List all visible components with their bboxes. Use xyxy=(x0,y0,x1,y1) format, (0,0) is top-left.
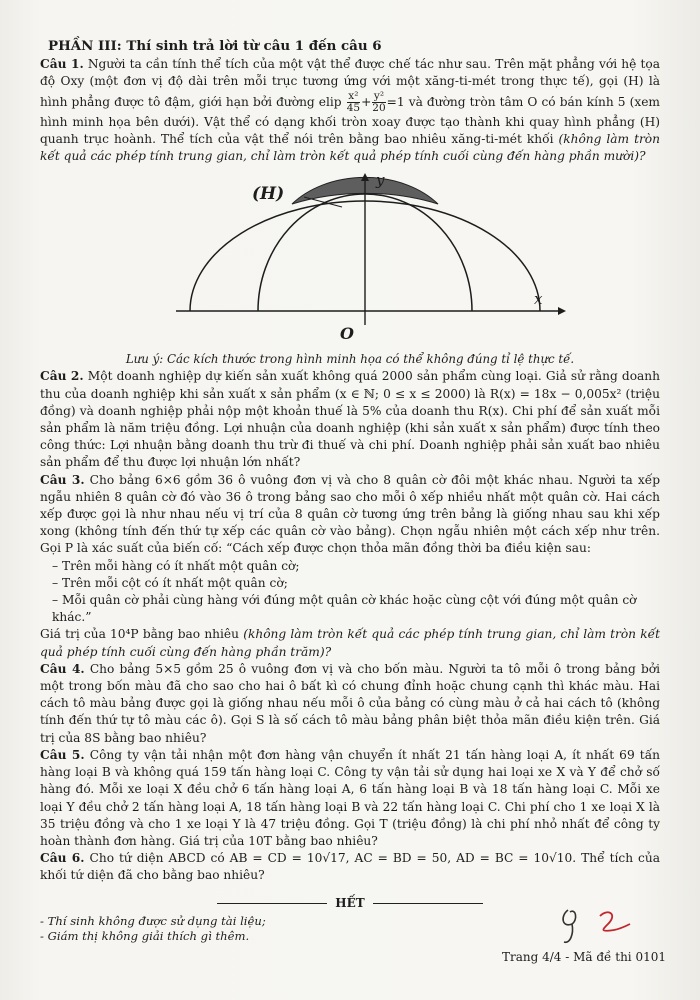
condition-1: – Trên mỗi hàng có ít nhất một quân cờ; xyxy=(52,558,300,573)
condition-2: – Trên mỗi cột có ít nhất một quân cờ; xyxy=(52,575,288,590)
question-3-label: Câu 3. xyxy=(40,472,85,487)
question-5-label: Câu 5. xyxy=(40,747,85,762)
x-axis-arrow xyxy=(558,307,566,315)
page-footer: Trang 4/4 - Mã đề thi 0101 xyxy=(502,949,666,964)
note-2: - Giám thị không giải thích gì thêm. xyxy=(40,928,250,943)
end-text: HẾT xyxy=(335,895,365,910)
figure-note: Lưu ý: Các kích thước trong hình minh họa có thể không đúng tỉ lệ thực tế. xyxy=(125,352,575,367)
condition-3: – Mỗi quân cờ phải cùng hàng với đúng một quân cờ khác hoặc cùng cột với đúng một quân cờ khác.” xyxy=(52,593,637,625)
question-3-tail-text: Giá trị của 10⁴P bằng bao nhiêu xyxy=(40,627,239,642)
section-heading: PHẦN III: Thí sinh trả lời từ câu 1 đến câu 6 xyxy=(48,38,382,54)
question-1-text-a: Người ta cần tính thể tích của một vật thể được chế tác như sau. Trên mặt phẳng với hệ tọa độ Oxy (một đơn vị độ dài trên mỗi trục tương ứng với một xăng-ti-mét trong thực tế), gọi (H) là hình phẳng được tô đậm, giới hạn bởi đường elip xyxy=(40,57,660,109)
equation-tail: =1 xyxy=(386,94,405,109)
label-o: O xyxy=(340,324,354,344)
question-1-label: Câu 1. xyxy=(40,57,84,72)
question-4-text: Cho bảng 5×5 gồm 25 ô vuông đơn vị và cho bốn màu. Người ta tô mỗi ô trong bảng bởi một trong bốn màu đã cho sao cho hai ô bất kì có chung đỉnh hoặc chung cạnh thì khác màu. Hai cách tô màu bảng được gọi là giống nhau nếu mỗi ô của bảng có cùng màu ở cả hai cách tô (không tính đến thứ tự tô màu các ô). Gọi S là số cách tô màu bảng phân biệt thỏa mãn điều kiện trên. Giá trị của 8S bằng bao nhiêu? xyxy=(40,661,660,745)
question-3 xyxy=(40,472,660,558)
question-2-text: Một doanh nghiệp dự kiến sản xuất không quá 2000 sản phẩm cùng loại. Giả sử rằng doanh thu của doanh nghiệp khi sản xuất x sản phẩm (x ∈ ℕ; 0 ≤ x ≤ 2000) là R(x) = 18x − 0,005x² (triệu đồng) và doanh nghiệp phải nộp một khoản thuế là 5% của doanh thu R(x). Chi phí để sản xuất mỗi sản phẩm là năm triệu đồng. Lợi nhuận của doanh nghiệp (khi sản xuất x sản phẩm) được tính theo công thức: Lợi nhuận bằng doanh thu trừ đi thuế và chi phí. Doanh nghiệp phải sản xuất bao nhiêu sản phẩm để thu được lợi nhuận lớn nhất? xyxy=(40,369,661,470)
ellipse-circle-figure xyxy=(40,171,660,347)
label-h: (H) xyxy=(252,184,285,205)
question-1: Câu 1. Người ta cần tính thể tích của một vật thể được chế tác như sau. Trên mặt phẳng với hệ tọa độ Oxy (một đơn vị độ dài trên mỗi trục tương ứng với một xăng-ti-mét trong thực tế), gọi (H) là hình phẳng được tô đậm, giới hạn bởi đường elip $\frac{\text{x²}}{45}$ + $\frac{\text{y²}}{20}$ =1 và đường tròn tâm O có bán kính 5 (xem hình minh họa bên dưới). Vật thể có dạng khối tròn xoay được tạo thành khi quay hình phẳng (H) quanh trục hoành. Thể tích của vật thể nói trên bằng bao nhiêu xăng-ti-mét khối (không làm tròn kết quả các phép tính trung gian, chỉ làm tròn kết quả phép tính cuối cùng đến hàng phần mười)? xyxy=(40,57,660,164)
question-1-italic: (không làm tròn kết quả các phép tính trung gian, chỉ làm tròn kết quả phép tính cuối cùng đến hàng phần mười)? xyxy=(40,131,660,164)
question-5 xyxy=(40,747,660,850)
end-dash-right xyxy=(373,903,483,904)
fraction-x: $\frac{\text{x²}}{45}$ xyxy=(346,89,361,114)
question-1-text-b: và đường tròn tâm O có bán kính 5 (xem hình minh họa bên dưới). Vật thể có dạng khối tròn xoay được tạo thành khi quay hình phẳng (H) quanh trục hoành. Thể tích của vật thể nói trên bằng bao nhiêu xăng-ti-mét khối xyxy=(40,94,660,146)
question-5-text: Công ty vận tải nhận một đơn hàng vận chuyển ít nhất 21 tấn hàng loại A, ít nhất 69 tấn hàng loại B và không quá 159 tấn hàng loại C. Công ty vận tải sử dụng hai loại xe X và Y để chở số hàng đó. Mỗi xe loại X đều chở 6 tấn hàng loại A, 6 tấn hàng loại B và 18 tấn hàng loại C. Mỗi xe loại Y đều chở 2 tấn hàng loại A, 18 tấn hàng loại B và 22 tấn hàng loại C. Chi phí cho 1 xe loại X là 35 triệu đồng và cho 1 xe loại Y là 47 triệu đồng. Gọi T (triệu đồng) là chi phí nhỏ nhất để công ty hoàn thành đơn hàng. Giá trị của 10T bằng bao nhiêu? xyxy=(40,747,661,848)
label-y: y xyxy=(376,171,385,190)
fraction-y: $\frac{\text{y²}}{20}$ xyxy=(372,89,386,114)
question-2-label: Câu 2. xyxy=(40,369,84,384)
question-2 xyxy=(40,368,660,471)
question-3-tail xyxy=(40,626,660,660)
signature-icon xyxy=(556,902,636,948)
question-6-text: Cho tứ diện ABCD có AB = CD = 10√17, AC = BD = 50, AD = BC = 10√10. Thể tích của khối tứ diện đã cho bằng bao nhiêu? xyxy=(40,851,660,883)
question-6-label: Câu 6. xyxy=(40,851,85,866)
question-4-label: Câu 4. xyxy=(40,661,85,676)
question-4 xyxy=(40,661,660,747)
note-1: - Thí sinh không được sử dụng tài liệu; xyxy=(40,913,266,928)
question-6 xyxy=(40,850,660,884)
end-dash-left xyxy=(217,903,327,904)
figure-svg xyxy=(40,171,660,347)
question-3-text: Cho bảng 6×6 gồm 36 ô vuông đơn vị và cho 8 quân cờ đôi một khác nhau. Người ta xếp ngẫu nhiên 8 quân cờ đó vào 36 ô trong bảng sao cho mỗi ô xếp nhiều nhất một quân cờ. Hai cách xếp được gọi là như nhau nếu vị trí của 8 quân cờ tương ứng trên bảng là giống nhau sau khi xếp xong (không tính đến thứ tự xếp các quân cờ vào bảng). Chọn ngẫu nhiên một cách xếp như trên. Gọi P là xác suất của biến cố: “Cách xếp được chọn thỏa mãn đồng thời ba điều kiện sau: xyxy=(40,472,661,556)
question-3-italic: (không làm tròn kết quả các phép tính trung gian, chỉ làm tròn kết quả phép tính cuối cùng đến hàng phần trăm)? xyxy=(40,627,660,659)
label-x: x xyxy=(534,290,543,309)
